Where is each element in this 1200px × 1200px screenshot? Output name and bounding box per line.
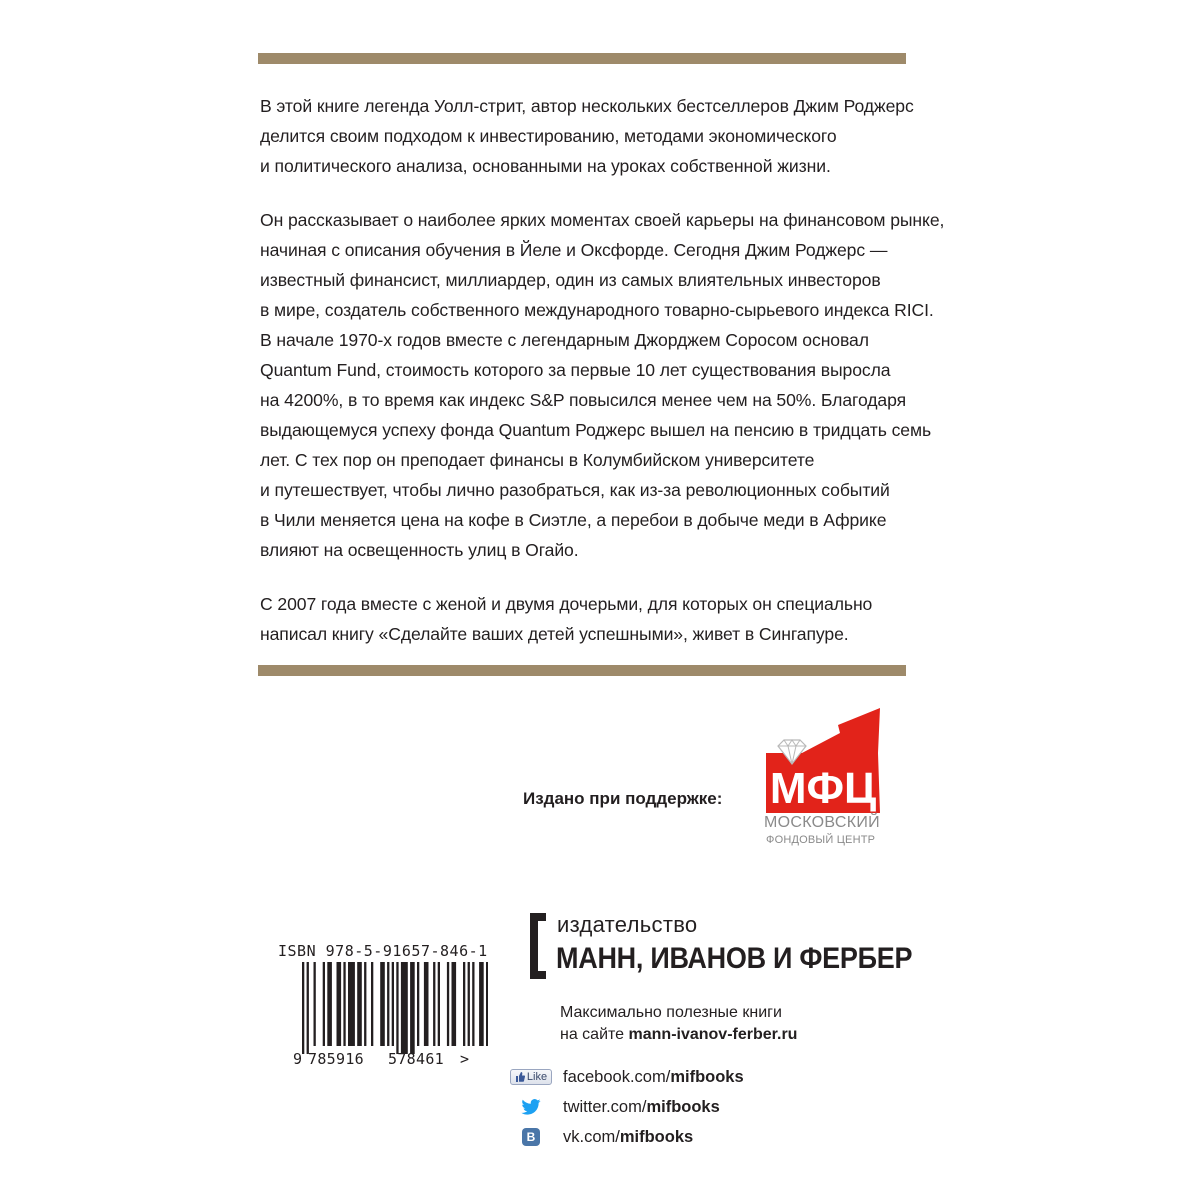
mfc-logo xyxy=(752,705,892,855)
text-line: В начале 1970-х годов вместе с легендарным Джорджем Соросом основал xyxy=(260,330,869,350)
text-line: написал книгу «Сделайте ваших детей успешными», живет в Сингапуре. xyxy=(260,624,849,644)
sponsor-name-line2: ФОНДОВЫЙ ЦЕНТР xyxy=(766,834,876,846)
barcode-bar xyxy=(364,962,366,1046)
twitter-bird-icon xyxy=(521,1099,541,1115)
barcode-digits-left: 785916 xyxy=(308,1050,364,1066)
text-line: В этой книге легенда Уолл-стрит, автор нескольких бестселлеров Джим Роджерс xyxy=(260,96,914,116)
text-line: делится своим подходом к инвестированию, методами экономического xyxy=(260,126,837,146)
vk-icon: B xyxy=(522,1128,540,1146)
text-line: Он рассказывает о наиболее ярких моментах своей карьеры на финансовом рынке, xyxy=(260,210,945,230)
barcode-bar xyxy=(424,962,429,1046)
barcode-bar xyxy=(357,962,362,1046)
promo-line-1: Максимально полезные книги xyxy=(560,1004,782,1021)
barcode-bar xyxy=(438,962,440,1046)
barcode-bar xyxy=(371,962,373,1046)
barcode-bar xyxy=(343,962,345,1046)
twitter-link[interactable]: twitter.com/mifbooks xyxy=(563,1097,720,1116)
barcode-bar xyxy=(337,962,342,1046)
barcode-bar xyxy=(447,962,449,1046)
barcode-bar xyxy=(302,962,304,1054)
vk-link[interactable]: vk.com/mifbooks xyxy=(563,1127,694,1146)
text-line: Quantum Fund, стоимость которого за первые 10 лет существования выросла xyxy=(260,360,891,380)
barcode-bar xyxy=(323,962,325,1046)
text-line: и политического анализа, основанными на уроках собственной жизни. xyxy=(260,156,831,176)
text-line: на 4200%, в то время как индекс S&P повысился менее чем на 50%. Благодаря xyxy=(260,390,907,410)
sponsor-label: Издано при поддержке: xyxy=(523,789,723,808)
barcode-bar xyxy=(486,962,488,1046)
like-icon: Like xyxy=(510,1069,552,1085)
text-line: начиная с описания обучения в Йеле и Оксфорде. Сегодня Джим Роджерс — xyxy=(260,240,888,260)
barcode-bar xyxy=(387,962,389,1046)
isbn-number: ISBN 978-5-91657-846-1 xyxy=(278,942,488,960)
publisher-label: издательство xyxy=(557,912,698,937)
publisher-site-link[interactable]: mann-ivanov-ferber.ru xyxy=(628,1026,798,1043)
publisher-name: МАНН, ИВАНОВ И ФЕРБЕР xyxy=(556,942,913,975)
barcode-bar xyxy=(396,962,398,1054)
promo-line-2: на сайте mann-ivanov-ferber.ru xyxy=(560,1026,798,1043)
barcode-bar xyxy=(463,962,465,1046)
bottom-gold-rule xyxy=(258,665,906,676)
publisher-promo xyxy=(560,1002,797,1046)
barcode-quiet-zone-mark: > xyxy=(460,1050,470,1066)
text-line: влияют на освещенность улиц в Огайо. xyxy=(260,540,579,560)
text-line: выдающемуся успеху фонда Quantum Роджерс вышел на пенсию в тридцать семь xyxy=(260,420,932,440)
description-paragraph-1 xyxy=(260,91,920,181)
barcode-bar xyxy=(433,962,435,1046)
description-paragraph-2 xyxy=(260,205,945,565)
social-facebook[interactable] xyxy=(509,1065,744,1089)
barcode-bar xyxy=(417,962,419,1046)
barcode-digit-first: 9 xyxy=(293,1050,303,1066)
barcode-bar xyxy=(401,962,408,1054)
isbn-barcode xyxy=(288,962,488,1066)
barcode-bar xyxy=(410,962,415,1054)
barcode-bar xyxy=(327,962,332,1046)
barcode-bar xyxy=(348,962,355,1046)
top-gold-rule xyxy=(258,53,906,64)
barcode-digits-right: 578461 xyxy=(388,1050,444,1066)
social-vk[interactable] xyxy=(509,1125,693,1149)
mfc-logo-letters: МФЦ xyxy=(769,764,877,813)
barcode-bar xyxy=(452,962,457,1046)
text-line: в Чили меняется цена на кофе в Сиэтле, а перебои в добыче меди в Африке xyxy=(260,510,887,530)
description-paragraph-3 xyxy=(260,589,920,649)
sponsor-name-line1: МОСКОВСКИЙ xyxy=(764,814,880,831)
barcode-bar xyxy=(392,962,394,1046)
barcode-bar xyxy=(479,962,484,1046)
barcode-bar xyxy=(380,962,385,1046)
text-line: в мире, создатель собственного международного товарно-сырьевого индекса RICI. xyxy=(260,300,934,320)
facebook-link[interactable]: facebook.com/mifbooks xyxy=(563,1067,744,1086)
text-line: и путешествует, чтобы лично разобраться, как из-за революционных событий xyxy=(260,480,890,500)
barcode-bar xyxy=(307,962,309,1054)
book-description xyxy=(260,91,945,649)
social-twitter[interactable] xyxy=(509,1095,720,1119)
barcode-bar xyxy=(468,962,470,1046)
publisher-bracket xyxy=(530,913,546,979)
text-line: известный финансист, миллиардер, один из самых влиятельных инвесторов xyxy=(260,270,881,290)
text-line: С 2007 года вместе с женой и двумя дочерьми, для которых он специально xyxy=(260,594,873,614)
thumbs-up-icon xyxy=(515,1072,525,1082)
barcode-bar xyxy=(472,962,474,1046)
barcode-bar xyxy=(314,962,316,1046)
text-line: лет. С тех пор он преподает финансы в Колумбийском университете xyxy=(260,450,815,470)
